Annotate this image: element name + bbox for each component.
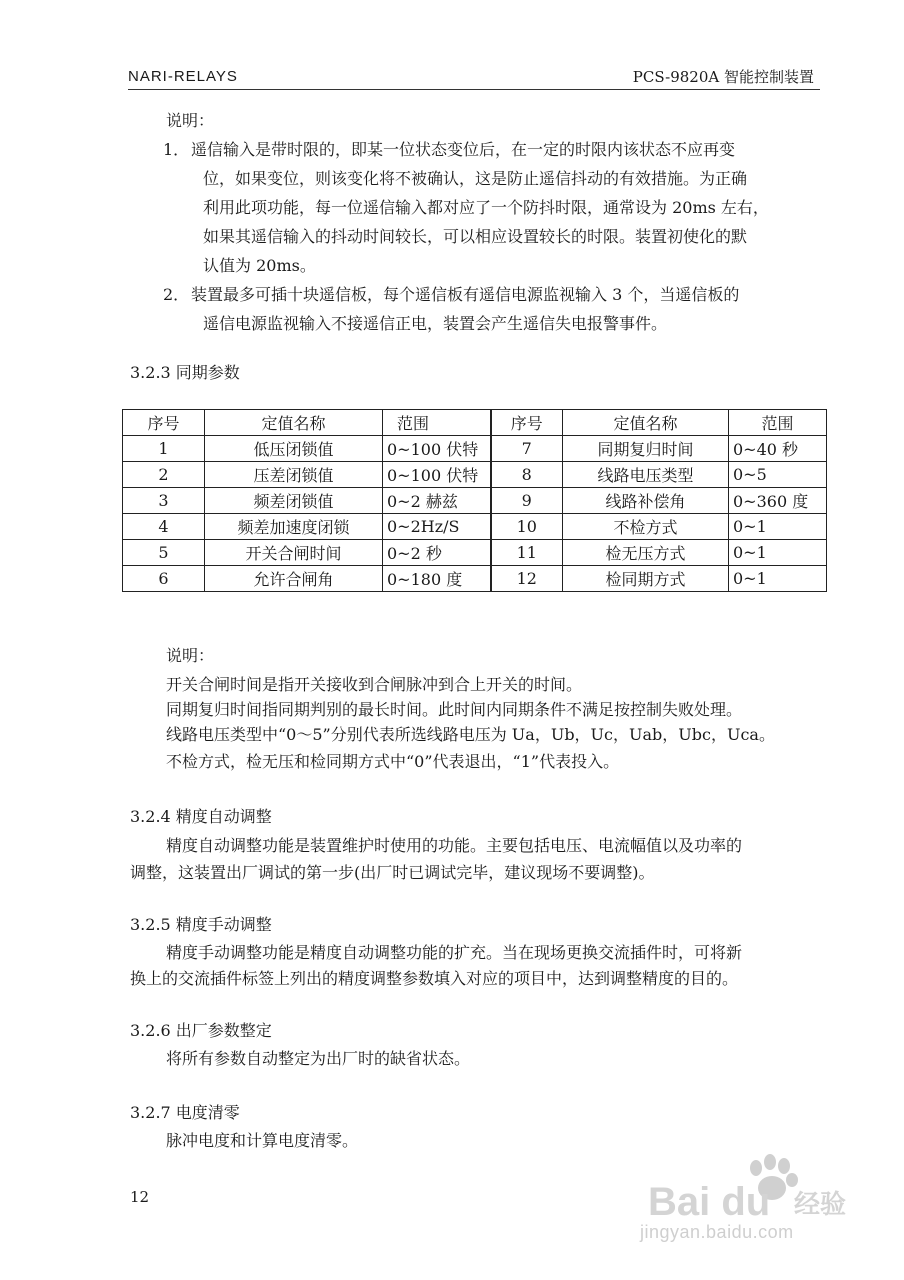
table-header-cell: 定值名称 (563, 410, 729, 436)
table-cell: 频差闭锁值 (205, 488, 383, 514)
table-cell: 1 (123, 436, 205, 462)
table-cell: 8 (491, 462, 563, 488)
table-header-cell: 序号 (491, 410, 563, 436)
table-cell: 0~100 伏特 (383, 462, 491, 488)
note1-item1-line3: 利用此项功能，每一位遥信输入都对应了一个防抖时限，通常设为 20ms 左右， (203, 198, 769, 217)
note1-item1-line2: 位，如果变位，则该变化将不被确认，这是防止遥信抖动的有效措施。为正确 (203, 169, 748, 188)
table-cell: 7 (491, 436, 563, 462)
section-324-title: 3.2.4 精度自动调整 (130, 807, 272, 826)
note1-item1-num: 1． (163, 140, 190, 159)
section-325-line1: 精度手动调整功能是精度自动调整功能的扩充。当在现场更换交流插件时，可将新 (166, 943, 743, 962)
table-cell: 压差闭锁值 (205, 462, 383, 488)
section-325-line2: 换上的交流插件标签上列出的精度调整参数填入对应的项目中，达到调整精度的目的。 (130, 969, 739, 988)
table-cell: 0~1 (729, 540, 827, 566)
table-cell: 低压闭锁值 (205, 436, 383, 462)
note2-line2: 同期复归时间指同期判别的最长时间。此时间内同期条件不满足按控制失败处理。 (166, 700, 743, 719)
header-right: PCS-9820A 智能控制装置 (632, 68, 814, 86)
table-cell: 0~2 秒 (383, 540, 491, 566)
note1-title: 说明： (166, 111, 215, 130)
table-cell: 允许合闸角 (205, 566, 383, 592)
table-cell: 检无压方式 (563, 540, 729, 566)
table-cell: 检同期方式 (563, 566, 729, 592)
table-cell: 0~1 (729, 514, 827, 540)
table-row (123, 436, 827, 462)
table-cell: 线路补偿角 (563, 488, 729, 514)
table-row (123, 566, 827, 592)
section-323-title: 3.2.3 同期参数 (130, 363, 240, 382)
note1-item2-num: 2． (163, 285, 190, 304)
table-cell: 0~40 秒 (729, 436, 827, 462)
table-cell: 12 (491, 566, 563, 592)
table-cell: 5 (123, 540, 205, 566)
table-cell: 4 (123, 514, 205, 540)
watermark-url: jingyan.baidu.com (640, 1222, 794, 1242)
section-327-line1: 脉冲电度和计算电度清零。 (166, 1131, 359, 1150)
table-cell: 频差加速度闭锁 (205, 514, 383, 540)
note2-line1: 开关合闸时间是指开关接收到合闸脉冲到合上开关的时间。 (166, 675, 583, 694)
section-324-line2: 调整，这装置出厂调试的第一步(出厂时已调试完毕，建议现场不要调整)。 (130, 863, 655, 882)
note1-item2-line1: 装置最多可插十块遥信板，每个遥信板有遥信电源监视输入 3 个，当遥信板的 (191, 285, 740, 304)
table-cell: 0~2Hz/S (383, 514, 491, 540)
table-cell: 9 (491, 488, 563, 514)
table-cell: 线路电压类型 (563, 462, 729, 488)
table-row (123, 462, 827, 488)
header-rule (128, 89, 820, 90)
table-cell: 0~100 伏特 (383, 436, 491, 462)
table-cell: 2 (123, 462, 205, 488)
table-cell: 开关合闸时间 (205, 540, 383, 566)
sync-params-table (122, 409, 827, 592)
note1-item1-line5: 认值为 20ms。 (203, 256, 316, 275)
note2-title: 说明： (166, 646, 215, 665)
note1-item1-line1: 遥信输入是带时限的，即某一位状态变位后，在一定的时限内该状态不应再变 (191, 140, 736, 159)
section-325-title: 3.2.5 精度手动调整 (130, 915, 272, 934)
table-cell: 同期复归时间 (563, 436, 729, 462)
table-cell: 3 (123, 488, 205, 514)
svg-text:经验: 经验 (794, 1190, 847, 1220)
table-cell: 0~2 赫兹 (383, 488, 491, 514)
table-cell: 6 (123, 566, 205, 592)
table-row (123, 488, 827, 514)
note1-item2-line2: 遥信电源监视输入不接遥信正电，装置会产生遥信失电报警事件。 (203, 314, 668, 333)
table-cell: 11 (491, 540, 563, 566)
table-cell: 不检方式 (563, 514, 729, 540)
note2-line4: 不检方式，检无压和检同期方式中“0”代表退出，“1”代表投入。 (166, 752, 620, 771)
section-326-title: 3.2.6 出厂参数整定 (130, 1021, 272, 1040)
note1-item1-line4: 如果其遥信输入的抖动时间较长，可以相应设置较长的时限。装置初使化的默 (203, 227, 748, 246)
table-cell: 0~1 (729, 566, 827, 592)
table-cell: 0~180 度 (383, 566, 491, 592)
note2-line3: 线路电压类型中“0～5”分别代表所选线路电压为 Ua，Ub，Uc，Uab，Ubc，Uca。 (166, 725, 775, 744)
table-header-row (123, 410, 827, 436)
page-number: 12 (130, 1188, 150, 1206)
table-header-cell: 序号 (123, 410, 205, 436)
table-header-cell: 范围 (383, 410, 491, 436)
table-cell: 0~5 (729, 462, 827, 488)
header-left: NARI-RELAYS (128, 68, 238, 85)
section-327-title: 3.2.7 电度清零 (130, 1103, 240, 1122)
section-324-line1: 精度自动调整功能是装置维护时使用的功能。主要包括电压、电流幅值以及功率的 (166, 836, 743, 855)
watermark-logo-text: Bai du (648, 1180, 771, 1224)
table-cell: 10 (491, 514, 563, 540)
table-cell: 0~360 度 (729, 488, 827, 514)
table-row (123, 540, 827, 566)
table-header-cell: 范围 (729, 410, 827, 436)
table-header-cell: 定值名称 (205, 410, 383, 436)
table-row (123, 514, 827, 540)
section-326-line1: 将所有参数自动整定为出厂时的缺省状态。 (166, 1049, 471, 1068)
